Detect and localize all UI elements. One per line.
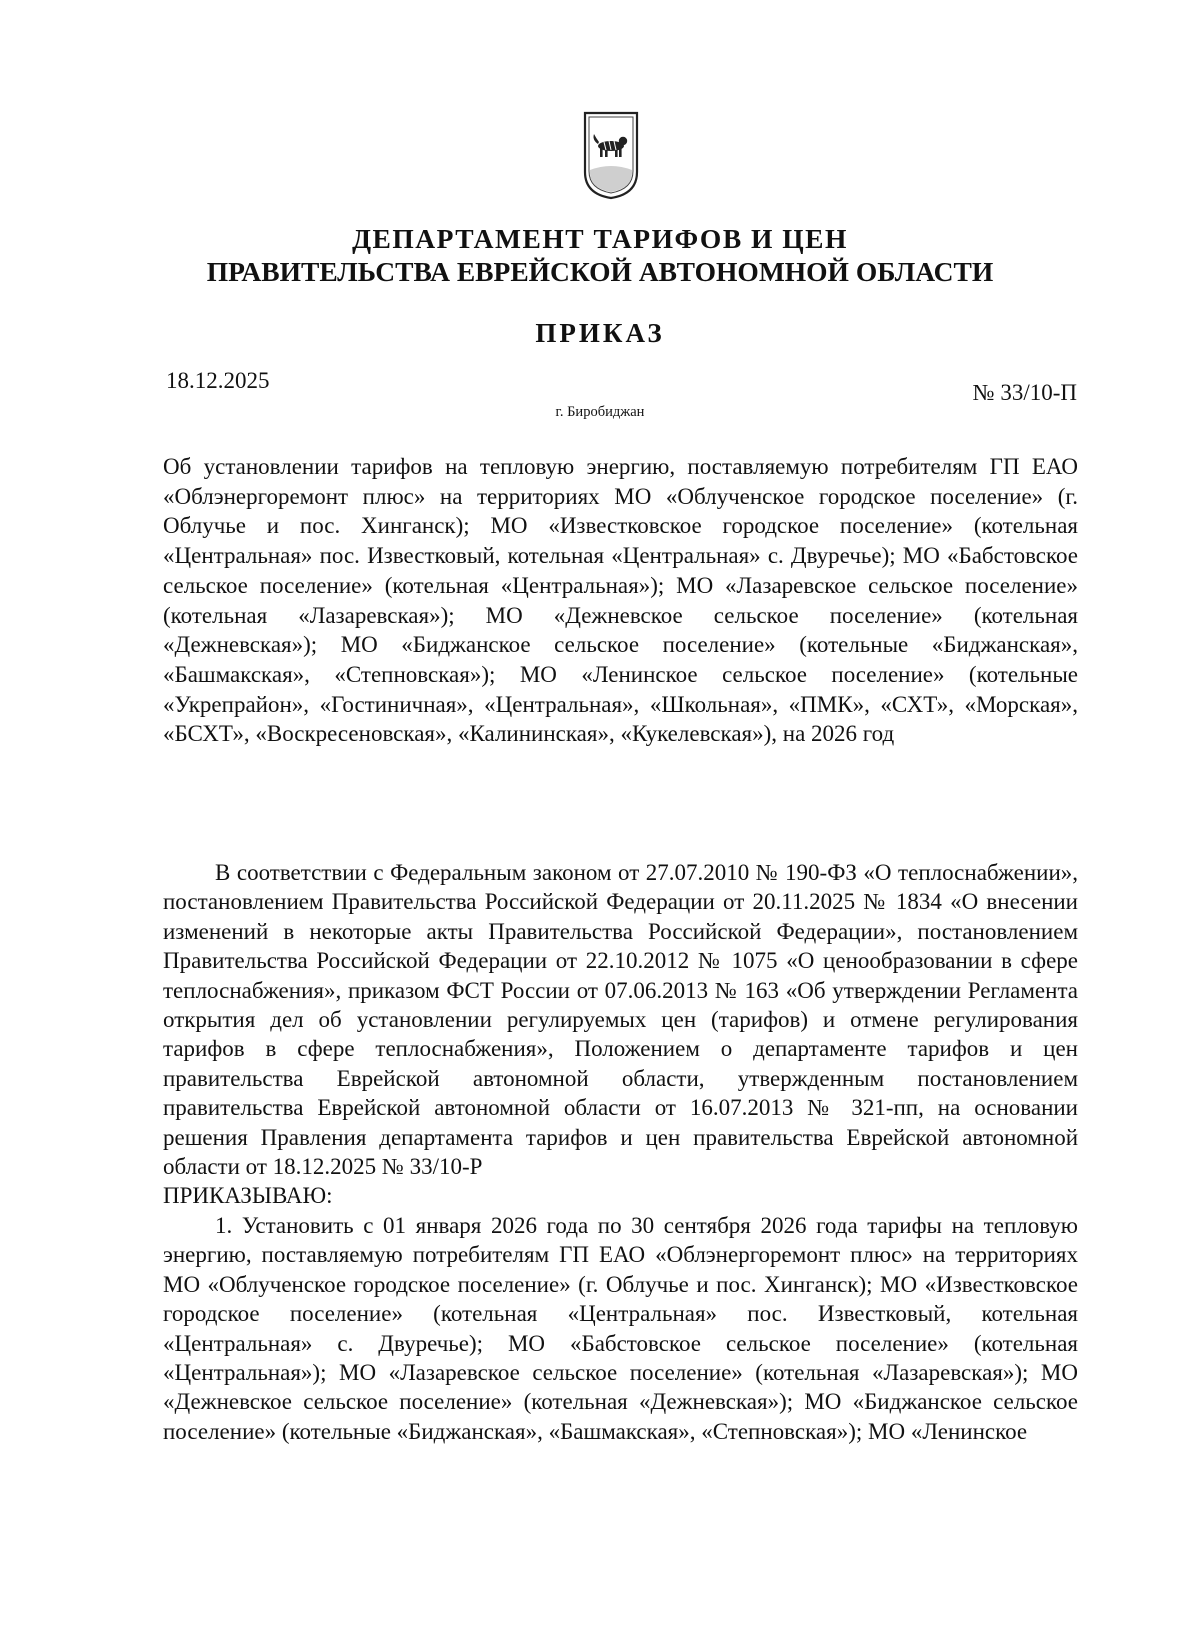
document-date: 18.12.2025 [166, 368, 270, 393]
coat-of-arms-icon [582, 110, 640, 200]
order-item-1: 1. Установить с 01 января 2026 года по 30 сентября 2026 года тарифы на тепловую энергию, поставляемую потребителям ГП ЕАО «Облэнергоремонт плюс» на территориях МО «Облученское городское поселение» (г. Облучье и пос. Хинганск); МО «Известковское городское поселение» (котельная «Центральная» пос. Известковый, котельная «Центральная» с. Двуречье); МО «Бабстовское сельское поселение» (котельная «Центральная»); МО «Лазаревское сельское поселение» (котельная «Лазаревская»); МО «Дежневское сельское поселение» (котельная «Дежневская»); МО «Биджанское сельское поселение» (котельные «Биджанская», «Башмакская», «Степновская»); МО «Ленинское [163, 1212, 1078, 1444]
document-body [163, 858, 1078, 1446]
department-header-line2: ПРАВИТЕЛЬСТВА ЕВРЕЙСКОЙ АВТОНОМНОЙ ОБЛАСТИ [206, 256, 994, 287]
preamble-paragraph: В соответствии с Федеральным законом от 27.07.2010 № 190-ФЗ «О теплоснабжении», постановлением Правительства Российской Федерации от 20.11.2025 № 1834 «О внесении изменений в некоторые акты Правительства Российской Федерации», постановлением Правительства Российской Федерации от 22.10.2012 № 1075 «О ценообразовании в сфере теплоснабжения», приказом ФСТ России от 07.06.2013 № 163 «Об утверждении Регламента открытия дел об установлении регулируемых цен (тарифов) и отмене регулирования тарифов в сфере теплоснабжения», Положением о департаменте тарифов и цен правительства Еврейской автономной области, утвержденным постановлением правительства Еврейской автономной области от 16.07.2013 № 321-пп, на основании решения Правления департамента тарифов и цен правительства Еврейской автономной области от 18.12.2025 № 33/10-Р [163, 860, 1078, 1180]
department-header-line1: ДЕПАРТАМЕНТ ТАРИФОВ И ЦЕН [352, 223, 848, 254]
document-number: № 33/10-П [972, 380, 1077, 405]
document-subject: Об установлении тарифов на тепловую энергию, поставляемую потребителям ГП ЕАО «Облэнергоремонт плюс» на территориях МО «Облученское городское поселение» (г. Облучье и пос. Хинганск); МО «Известковское городское поселение» (котельная «Центральная» пос. Известковый, котельная «Центральная» с. Двуречье); МО «Бабстовское сельское поселение» (котельная «Центральная»); МО «Лазаревское сельское поселение» (котельная «Лазаревская»); МО «Дежневское сельское поселение» (котельная «Дежневская»); МО «Биджанское сельское поселение» (котельные «Биджанская», «Башмакская», «Степновская»); МО «Ленинское сельское поселение» (котельные «Укрепрайон», «Гостиничная», «Центральная», «Школьная», «ПМК», «СХТ», «Морская», «БСХТ», «Воскресеновская», «Калининская», «Кукелевская»), на 2026 год [163, 454, 1078, 747]
document-city: г. Биробиджан [555, 404, 645, 420]
document-type: ПРИКАЗ [535, 318, 665, 348]
order-word: ПРИКАЗЫВАЮ: [163, 1183, 333, 1209]
department-header [0, 222, 1200, 288]
